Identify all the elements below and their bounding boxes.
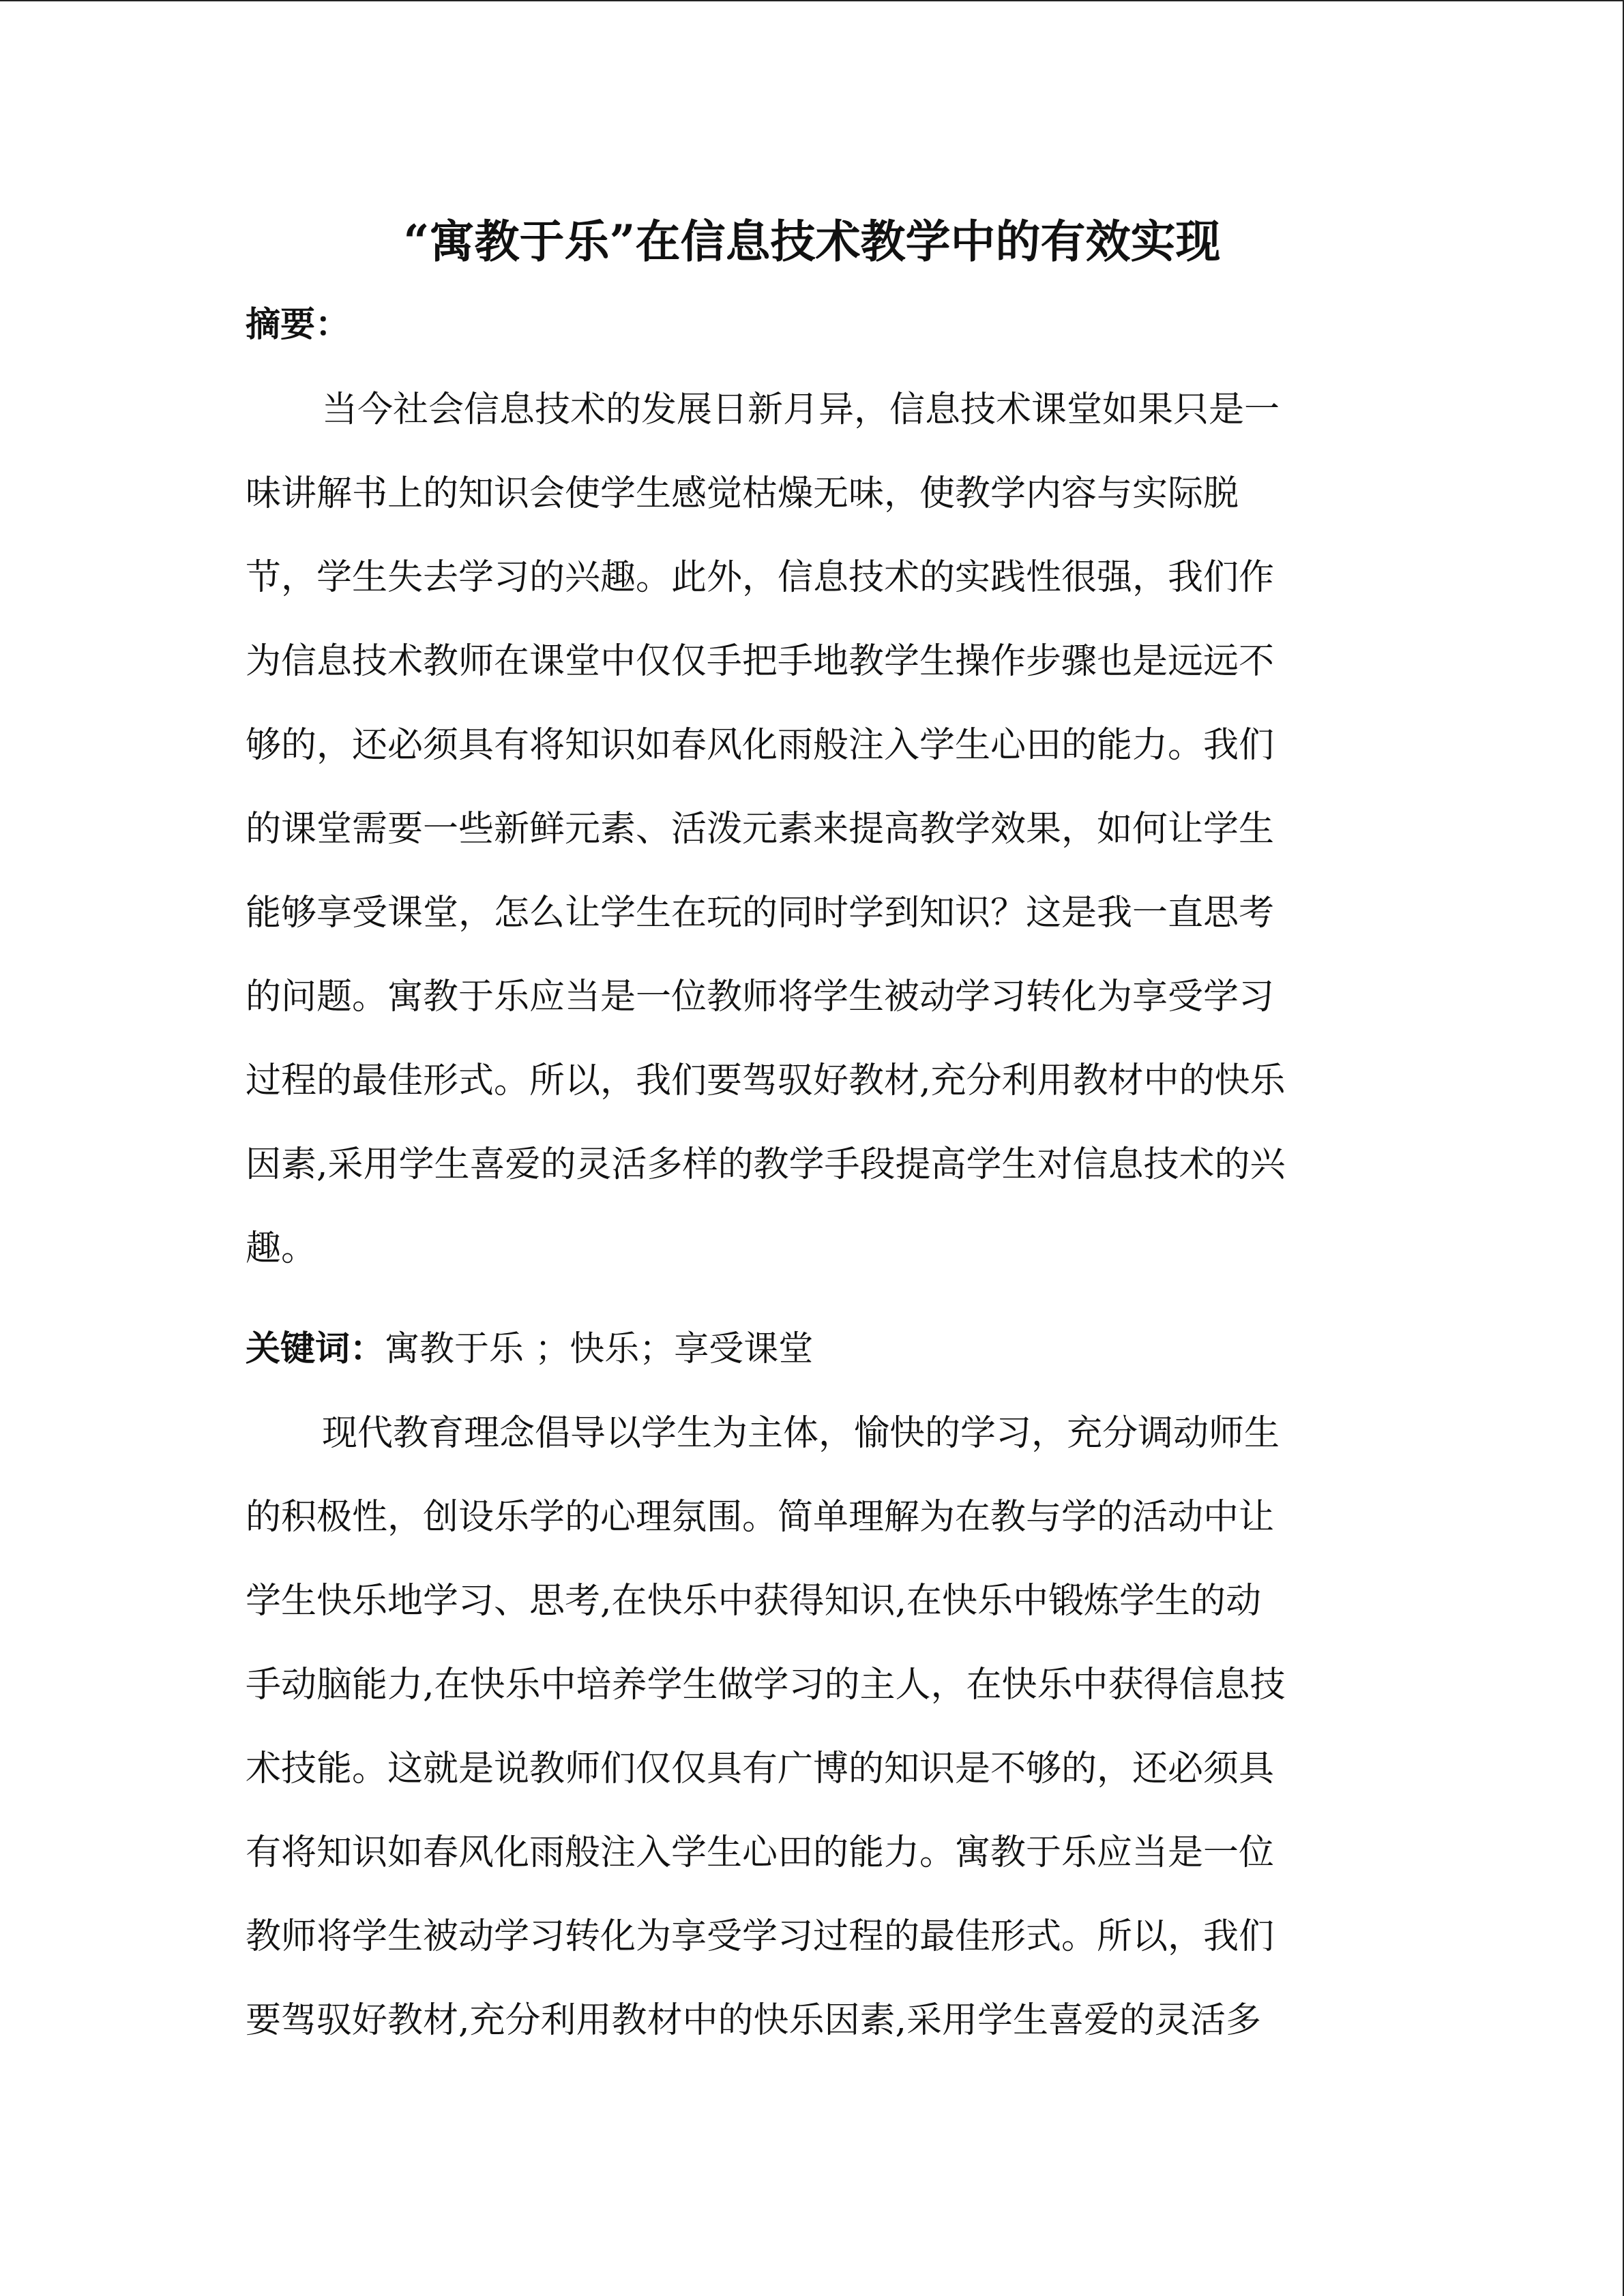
body-line: 的积极性，创设乐学的心理氛围。简单理解为在教与学的活动中让 — [246, 1497, 1275, 1538]
abstract-line: 能够享受课堂，怎么让学生在玩的同时学到知识？这是我一直思考 — [246, 893, 1275, 934]
abstract-line: 当今社会信息技术的发展日新月异，信息技术课堂如果只是一 — [322, 389, 1280, 430]
abstract-line: 因素,采用学生喜爱的灵活多样的教学手段提高学生对信息技术的兴 — [246, 1144, 1286, 1185]
abstract-line: 节，学生失去学习的兴趣。此外，信息技术的实践性很强，我们作 — [246, 557, 1275, 598]
abstract-line: 为信息技术教师在课堂中仅仅手把手地教学生操作步骤也是远远不 — [246, 641, 1275, 682]
body-line: 有将知识如春风化雨般注入学生心田的能力。寓教于乐应当是一位 — [246, 1832, 1275, 1873]
body-line: 教师将学生被动学习转化为享受学习过程的最佳形式。所以，我们 — [246, 1916, 1275, 1957]
keywords-line — [246, 1319, 813, 1380]
abstract-line: 味讲解书上的知识会使学生感觉枯燥无味，使教学内容与实际脱 — [246, 473, 1239, 514]
abstract-line: 趣。 — [246, 1228, 317, 1269]
abstract-line: 的问题。寓教于乐应当是一位教师将学生被动学习转化为享受学习 — [246, 976, 1275, 1017]
abstract-line: 过程的最佳形式。所以，我们要驾驭好教材,充分利用教材中的快乐 — [246, 1060, 1286, 1101]
abstract-line: 够的，还必须具有将知识如春风化雨般注入学生心田的能力。我们 — [246, 725, 1275, 766]
body-paragraph — [246, 1392, 1379, 2063]
keywords-label: 关键词： — [246, 1328, 385, 1369]
abstract-paragraph — [246, 368, 1379, 1291]
body-line: 要驾驭好教材,充分利用教材中的快乐因素,采用学生喜爱的灵活多 — [246, 2000, 1262, 2041]
body-line: 现代教育理念倡导以学生为主体，愉快的学习，充分调动师生 — [322, 1413, 1280, 1454]
body-line: 学生快乐地学习、思考,在快乐中获得知识,在快乐中锻炼学生的动 — [246, 1581, 1262, 1622]
abstract-line: 的课堂需要一些新鲜元素、活泼元素来提高教学效果，如何让学生 — [246, 809, 1275, 850]
document-title: “寓教于乐”在信息技术教学中的有效实现 — [403, 215, 1221, 268]
keywords-value: 寓教于乐 ；快乐；享受课堂 — [385, 1329, 814, 1369]
body-line: 术技能。这就是说教师们仅仅具有广博的知识是不够的，还必须具 — [246, 1748, 1275, 1789]
body-line: 手动脑能力,在快乐中培养学生做学习的主人，在快乐中获得信息技 — [246, 1665, 1286, 1705]
abstract-label: 摘要： — [246, 304, 351, 345]
